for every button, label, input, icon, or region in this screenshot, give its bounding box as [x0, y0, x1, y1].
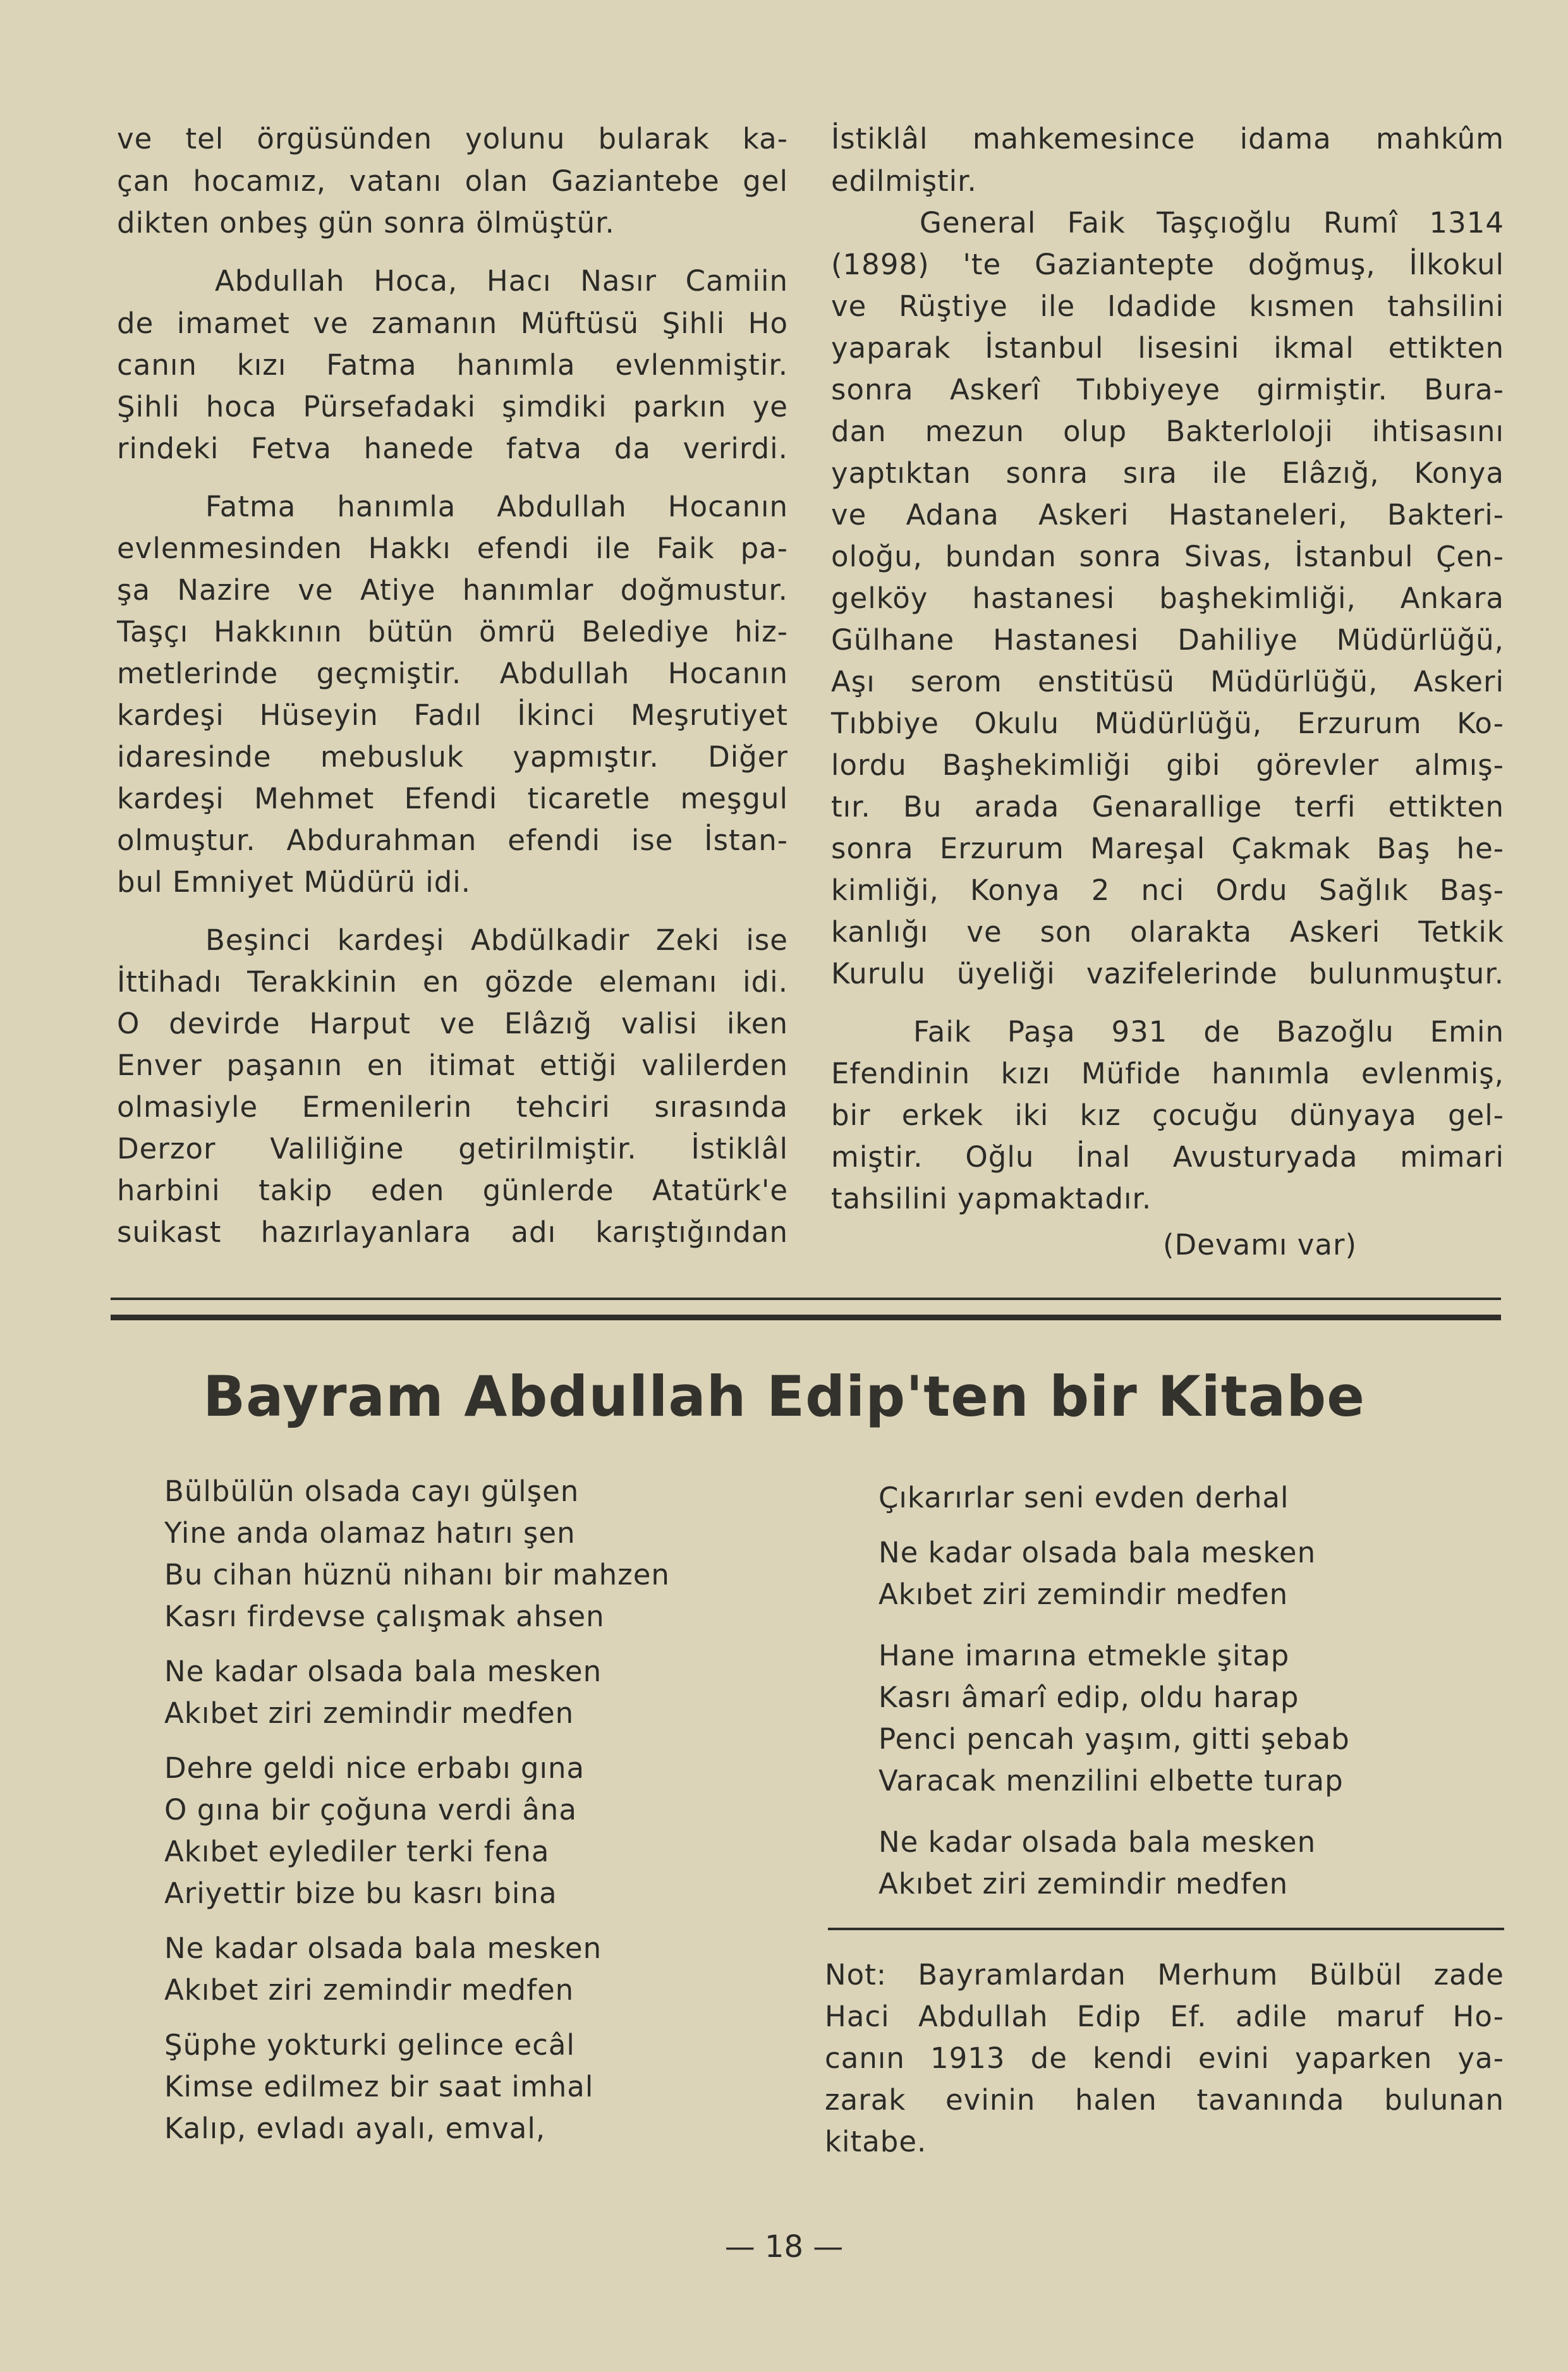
article-line: Kurulu üyeliği vazifelerinde bulunmuştur.	[831, 957, 1504, 990]
poem-right-column	[878, 1479, 1485, 1921]
article-line: Derzor Valiliğine getirilmiştir. İstiklâl	[117, 1132, 788, 1165]
section-divider-thin	[111, 1298, 1501, 1300]
poem-line: Akıbet ziri zemindir medfen	[878, 1578, 1289, 1611]
article-line: (1898) 'te Gaziantepte doğmuş, İlkokul	[831, 248, 1504, 281]
article-line: Aşı serom enstitüsü Müdürlüğü, Askeri	[831, 665, 1504, 698]
poem-line: Ariyettir bize bu kasrı bina	[164, 1876, 557, 1910]
poem-line: Ne kadar olsada bala mesken	[164, 1655, 602, 1688]
article-line: kardeşi Mehmet Efendi ticaretle meşgul	[117, 782, 788, 815]
poem-line: O gına bir çoğuna verdi âna	[164, 1793, 577, 1827]
poem-line: Penci pencah yaşım, gitti şebab	[878, 1722, 1350, 1756]
article-line: oloğu, bundan sonra Sivas, İstanbul Çen-	[831, 540, 1504, 573]
article-line: kimliği, Konya 2 nci Ordu Sağlık Baş-	[831, 873, 1504, 907]
article-line: Gülhane Hastanesi Dahiliye Müdürlüğü,	[831, 623, 1504, 657]
article-line: Abdullah Hoca, Hacı Nasır Camiin	[215, 264, 788, 298]
note-line: zarak evinin halen tavanında bulunan	[825, 2083, 1504, 2117]
article-line: sonra Erzurum Mareşal Çakmak Baş he-	[831, 832, 1504, 865]
poem-line: Varacak menzilini elbette turap	[878, 1764, 1344, 1797]
article-line: Şihli hoca Pürsefadaki şimdiki parkın ye	[117, 390, 788, 423]
article-line: dikten onbeş gün sonra ölmüştür.	[117, 206, 615, 240]
article-line: General Faik Taşçıoğlu Rumî 1314	[920, 206, 1504, 240]
article-line: de imamet ve zamanın Müftüsü Şihli Ho	[117, 307, 788, 340]
poem-line: Akıbet ziri zemindir medfen	[164, 1973, 574, 2007]
poem-left-column	[164, 1473, 771, 2168]
article-line: ve Rüştiye ile Idadide kısmen tahsilini	[831, 289, 1504, 323]
article-line: tahsilini yapmaktadır.	[831, 1182, 1152, 1215]
poem-line: Kimse edilmez bir saat imhal	[164, 2070, 594, 2103]
poem-line: Ne kadar olsada bala mesken	[878, 1825, 1316, 1859]
poem-line: Dehre geldi nice erbabı gına	[164, 1751, 585, 1785]
article-line: Taşçı Hakkının bütün ömrü Belediye hiz-	[117, 615, 788, 648]
note-line: Not: Bayramlardan Merhum Bülbül zade	[825, 1958, 1504, 1992]
article-line: şa Nazire ve Atiye hanımlar doğmustur.	[117, 573, 788, 607]
poem-line: Yine anda olamaz hatırı şen	[164, 1516, 576, 1550]
continued-note: (Devamı var)	[1163, 1228, 1358, 1262]
article-line: sonra Askerî Tıbbiyeye girmiştir. Bura-	[831, 373, 1504, 406]
poem-line: Bu cihan hüznü nihanı bir mahzen	[164, 1558, 670, 1591]
poem-line: Ne kadar olsada bala mesken	[164, 1931, 602, 1965]
section-title: Bayram Abdullah Edip'ten bir Kitabe	[203, 1364, 1365, 1429]
page-number: — 18 —	[724, 2229, 844, 2265]
article-line: olmasiyle Ermenilerin tehciri sırasında	[117, 1090, 788, 1124]
note-line: kitabe.	[825, 2125, 927, 2158]
article-line: bir erkek iki kız çocuğu dünyaya gel-	[831, 1098, 1504, 1132]
article-line: İstiklâl mahkemesince idama mahkûm	[831, 122, 1504, 155]
article-line: kanlığı ve son olarakta Askeri Tetkik	[831, 915, 1504, 949]
poem-line: Çıkarırlar seni evden derhal	[878, 1481, 1289, 1514]
poem-line: Kalıp, evladı ayalı, emval,	[164, 2112, 546, 2145]
article-line: bul Emniyet Müdürü idi.	[117, 865, 471, 899]
article-line: Tıbbiye Okulu Müdürlüğü, Erzurum Ko-	[831, 707, 1504, 740]
article-line: Beşinci kardeşi Abdülkadir Zeki ise	[205, 923, 788, 957]
poem-line: Kasrı firdevse çalışmak ahsen	[164, 1600, 605, 1633]
article-line: gelköy hastanesi başhekimliği, Ankara	[831, 581, 1504, 615]
article-left-column	[117, 120, 788, 1277]
article-line: İttihadı Terakkinin en gözde elemanı idi.	[117, 965, 788, 999]
poem-line: Bülbülün olsada cayı gülşen	[164, 1475, 580, 1508]
article-line: Faik Paşa 931 de Bazoğlu Emin	[913, 1015, 1504, 1049]
poem-line: Kasrı âmarî edip, oldu harap	[878, 1681, 1299, 1714]
article-line: harbini takip eden günlerde Atatürk'e	[117, 1174, 788, 1207]
poem-line: Ne kadar olsada bala mesken	[878, 1536, 1316, 1569]
article-line: suikast hazırlayanlara adı karıştığından	[117, 1215, 788, 1249]
article-line: ve Adana Askeri Hastaneleri, Bakteri-	[831, 498, 1504, 532]
article-line: dan mezun olup Bakterloloji ihtisasını	[831, 415, 1504, 448]
article-right-column	[831, 120, 1504, 1277]
article-line: idaresinde mebusluk yapmıştır. Diğer	[117, 740, 788, 774]
article-line: kardeşi Hüseyin Fadıl İkinci Meşrutiyet	[117, 698, 788, 732]
article-line: Fatma hanımla Abdullah Hocanın	[205, 490, 788, 523]
article-line: olmuştur. Abdurahman efendi ise İstan-	[117, 824, 788, 857]
poem-line: Akıbet ziri zemindir medfen	[164, 1696, 574, 1730]
note-divider	[828, 1928, 1504, 1930]
article-line: canın kızı Fatma hanımla evlenmiştir.	[117, 348, 788, 382]
article-line: rindeki Fetva hanede fatva da verirdi.	[117, 432, 788, 465]
article-line: Efendinin kızı Müfide hanımla evlenmiş,	[831, 1057, 1504, 1090]
article-line: evlenmesinden Hakkı efendi ile Faik pa-	[117, 532, 788, 565]
note-line: Haci Abdullah Edip Ef. adile maruf Ho-	[825, 2000, 1504, 2033]
article-line: tır. Bu arada Genarallige terfi ettikten	[831, 790, 1504, 824]
poem-line: Hane imarına etmekle şitap	[878, 1639, 1290, 1672]
note-line: canın 1913 de kendi evini yaparken ya-	[825, 2041, 1504, 2075]
article-line: Enver paşanın en itimat ettiği valilerden	[117, 1049, 788, 1082]
article-line: lordu Başhekimliği gibi görevler almış-	[831, 748, 1504, 782]
article-line: O devirde Harput ve Elâzığ valisi iken	[117, 1007, 788, 1040]
note-block	[825, 1956, 1504, 2171]
article-line: metlerinde geçmiştir. Abdullah Hocanın	[117, 657, 788, 690]
poem-line: Şüphe yokturki gelince ecâl	[164, 2028, 575, 2062]
article-line: edilmiştir.	[831, 164, 977, 198]
article-line: ve tel örgüsünden yolunu bularak ka-	[117, 122, 788, 155]
article-line: yaptıktan sonra sıra ile Elâzığ, Konya	[831, 456, 1504, 490]
article-line: çan hocamız, vatanı olan Gaziantebe gel	[117, 164, 788, 198]
article-line: yaparak İstanbul lisesini ikmal ettikten	[831, 331, 1504, 365]
section-divider-thick	[111, 1315, 1501, 1320]
poem-line: Akıbet eylediler terki fena	[164, 1835, 550, 1868]
poem-line: Akıbet ziri zemindir medfen	[878, 1867, 1289, 1901]
article-line: miştir. Oğlu İnal Avusturyada mimari	[831, 1140, 1504, 1174]
